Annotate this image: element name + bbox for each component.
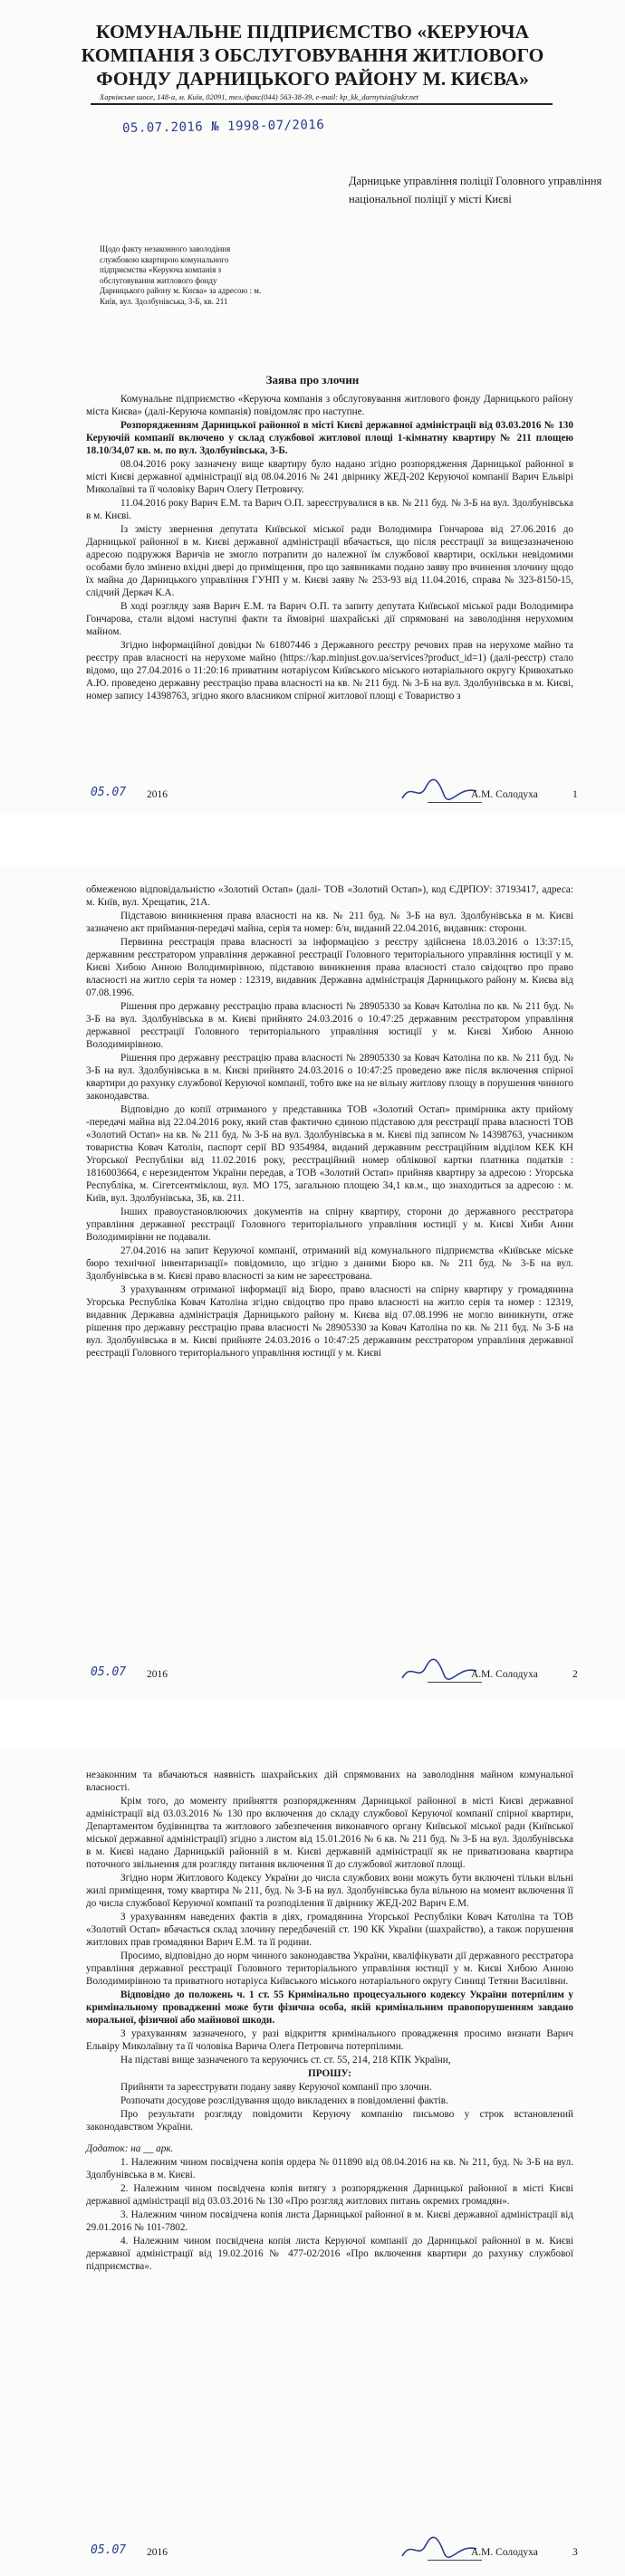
paragraph: Рішення про державну реєстрацію права власності № 28905330 за Ковач Католіна по кв. № 211 буд. № 3-Б на вул. Здолбунівська в м. Києві прийнято 24.03.2016 о 10:47:25 державним реєстратором управління державної реєстрації Головного територіального управління юстиції у м. Києві Хибою Анною Володимирівною. <box>86 1001 573 1050</box>
page-number: 1 <box>572 789 578 800</box>
paragraph: 27.04.2016 на запит Керуючої компанії, отриманий від комунального підприємства «Київське міське бюро технічної інвентаризації» повідомило, що згідно з даними Бюро кв. № 211 буд. № 3-Б на вул. Здолбунівська в м. Києві право власності за ким не зареєстрована. <box>86 1245 573 1282</box>
recipient-block: Дарницьке управління поліції Головного управління національної поліції у місті Києві <box>349 175 602 205</box>
attachment-item: 2. Належним чином посвідчена копія витягу з розпорядження Дарницької районної в місті Києві державної адміністрації від 03.03.2016 № 130 «Про розгляд житлових питань окремих громадян». <box>86 2183 573 2207</box>
paragraph: Про результати розгляду повідомити Керуючу компанію письмово у строк встановлений законодавством України. <box>86 2109 573 2132</box>
document-page-3 <box>0 1749 625 2576</box>
attachments-title: Додаток: на __ арк. <box>86 2143 174 2154</box>
signature-year: 2016 <box>147 2547 168 2558</box>
signature-line <box>428 802 482 803</box>
paragraph: Згідно норм Житлового Кодексу України до числа службових вони можуть бути включені тільки вільні жилі приміщення, тому квартира № 211, буд. № 3-Б на вул. Здолбунівська була вільною на момент включення її до числа службової Керуючої компанії та розподілення її двірнику ЖЕД-202 Варич Е.М. <box>86 1873 573 1909</box>
page-1-body <box>86 393 573 703</box>
document-page-2 <box>0 865 625 1698</box>
attachment-item: 3. Належним чином посвідчена копія листа Дарницької районної в м. Києві державної адміністрації від 29.01.2016 № 101-7802. <box>86 2209 573 2233</box>
paragraph: обмеженою відповідальністю «Золотий Остап» (далі- ТОВ «Золотий Остап»), код ЄДРПОУ: 37193417, адреса: м. Київ, вул. Хрещатик, 21А. <box>86 884 573 908</box>
page-2-body <box>86 883 573 1360</box>
attachment-item: 4. Належним чином посвідчена копія листа Керуючої компанії до Дарницької районної в м. Києві державної адміністрації від 19.02.2016 № 477-02/2016 «Про включення квартири до рахунку службової підприємства». <box>86 2236 573 2272</box>
paragraph: Із змісту звернення депутата Київської міської ради Володимира Гончарова від 27.06.2016 до Дарницької районної в м. Києві державної адміністрації вбачається, що після реєстрації за вищезазначеною адресою подружжя Варичів не змогло потрапити до належної їм службової квартири, оскільки невідомими особами було змінено вхідні двері до приміщення, про що заявниками подано заяву про вчинення злочину щодо їх майна до Дарницького управління ГУНП у м. Києві заяву № 253-93 від 11.04.2016, справа № 323-8150-15, слідчий Деркач К.А. <box>86 524 573 598</box>
handwritten-date: 05.07 <box>91 1665 127 1679</box>
subject-block: Щодо факту незаконного заволодіння службовою квартирою комунального підприємства «Керуюча компанія з обслуговування житлового фонду Дарницького району м. Києва» за адресою : м. Київ, вул. Здолбунівська, 3-Б, кв. 211 <box>100 244 262 306</box>
paragraph: Підставою виникнення права власності на кв. № 211 буд. № 3-Б на вул. Здолбунівська в м. Києві зазначено акт приймання-передачі майна, серія та номер: б/н, виданий 22.04.2016, видавник: сторони. <box>86 911 573 934</box>
signature-scrawl-icon <box>399 778 480 804</box>
signature-line <box>428 1682 482 1683</box>
signature-year: 2016 <box>147 789 168 800</box>
paragraph: Інших правоустановлюючих документів на спірну квартиру, сторони до державного реєстратора управління державної реєстрації Головного територіального управління юстиції у м. Києві Хиби Анни Володимирівни не подавали. <box>86 1207 573 1243</box>
page-2-signature-row <box>91 1665 580 1687</box>
request-heading: ПРОШУ: <box>308 2068 351 2079</box>
company-header-title: КОМУНАЛЬНЕ ПІДПРИЄМСТВО «КЕРУЮЧА КОМПАНІЯ З ОБСЛУГОВУВАННЯ ЖИТЛОВОГО ФОНДУ ДАРНИЦЬКОГО РАЙОНУ М. КИЄВА» <box>81 21 544 90</box>
page-3-body <box>86 1769 573 2274</box>
document-page-1 <box>0 0 625 815</box>
paragraph: Комунальне підприємство «Керуюча компанія з обслуговування житлового фонду Дарницького району міста Києва» (далі-Керуюча компанія) повідомляє про наступне. <box>86 394 573 417</box>
paragraph: незаконним та вбачаються наявність шахрайських дій спрямованих на заволодіння майном комунальної власності. <box>86 1770 573 1793</box>
paragraph: Відповідно до положень ч. 1 ст. 55 Кримінально процесуального кодексу України потерпілим у кримінальному провадженні може бути фізична особа, якій кримінальним правопорушенням завдано моральної, фізичної або майнової шкоди. <box>86 1989 573 2026</box>
paragraph: Просимо, відповідно до норм чинного законодавства України, кваліфікувати дії державного реєстратора управління державної реєстрації Головного територіального управління юстиції у м. Києві Хибою Анною Володимирівною та приватного нотаріуса Київського міського нотаріального округу Синиці Тетяни Василівни. <box>86 1951 573 1987</box>
paragraph: В ході розгляду заяв Варич Е.М. та Варич О.П. та запиту депутата Київської міської ради Володимира Гончарова, стали відомі наступні факти та ймовірні шахрайські дії спрямовані на заволодіння нерухомим майном. <box>86 601 573 637</box>
page-3-signature-row <box>91 2543 580 2565</box>
paragraph: Рішення про державну реєстрацію права власності № 28905330 за Ковач Католіна по кв. № 211 буд. № 3-Б на вул. Здолбунівська в м. Києві прийнято 24.03.2016 о 10:47:25 проведено вже після включення спірної квартири до рахунку службової Керуючої компанії, тобто вже на не вільну житлову площу в порушення чинного законодавства. <box>86 1053 573 1102</box>
page-number: 3 <box>572 2547 578 2558</box>
signatory-name: А.М. Солодуха <box>471 789 538 800</box>
paragraph: Відповідно до копії отриманого у представника ТОВ «Золотий Остап» примірника акту прийому -передачі майна від 22.04.2016 року, який став фактично єдиною підставою для реєстрації права власності ТОВ «Золотий Остап» на кв. № 211 буд. № 3-Б на вул. Здолбунівська в м. Києві під записом № 14398763, учасником товариства Ковач Католін, паспорт серії BD 9354984, виданий державним реєстраційним відділом КЕК КН Угорської Республіки від 11.02.2016 року, реєстраційний номер облікової картки платника податків : 1816003664, є нерезидентом України передав, а ТОВ «Золотий Остап» прийняв квартиру за адресою : Угорська Республіка, м. Сігетсентміклош, вул. МО 175, загальною площею 34,1 кв.м., що знаходиться за адресою : м. Київ, вул. Здолбунівська, 3Б, кв. 211. <box>86 1104 573 1204</box>
paragraph: З урахуванням отриманої інформації від Бюро, право власності на спірну квартиру у громадянина Угорська Республіка Ковач Католіна згідно свідоцтво про право власності на житло серія та номер : 12319, видавник Державна адміністрація Дарницького району м. Києва від 07.08.1996 не могло виникнути, отже рішення про державну реєстрацію права власності № 28905330 за Ковач Католіна по кв. № 211 буд. № 3-Б на вул. Здолбунівська в м. Києві прийняте 24.03.2016 о 10:47:25 державним реєстратором управління державної реєстрації Головного територіального управління юстиції у м. Києві <box>86 1284 573 1359</box>
paragraph: Згідно інформаційної довідки № 61807446 з Державного реєстру речових прав на нерухоме майно та реєстру прав власності на нерухоме майно (https://kap.minjust.gov.ua/services?product_id=1) (далі-реєстр) стало відомо, що 27.04.2016 о 11:20:16 приватним нотаріусом Київського міського нотаріального округу Кривохатько А.Ю. проведено державну реєстрацію права власності на кв. № 211 буд. № 3-Б на вул. Здолбунівська в м. Києві, номер запису 14398763, згідно якого власником спірної житлової площі є Товариство з <box>86 640 573 701</box>
document-heading: Заява про злочин <box>265 373 360 386</box>
paragraph: Розпорядженням Дарницької районної в місті Києві державної адміністрації від 03.03.2016 № 130 Керуючій компанії включено у склад службової житлової площі 1-кімнатну квартиру № 211 площею 18.10/34,07 кв. м. по вул. Здолбунівська, 3-Б. <box>86 420 573 456</box>
page-number: 2 <box>572 1669 578 1680</box>
attachments-list <box>86 2142 573 2273</box>
handwritten-date: 05.07 <box>91 2543 127 2557</box>
paragraph: Крім того, до моменту прийняття розпорядженням Дарницької районної в місті Києві державної адміністрації від 03.03.2016 № 130 про включення до складу службової Керуючої компанії спірної квартири, Департаментом будівництва та житлового забезпечення виконавчого органу Київської міської ради (Київської міської державної адміністрації) згідно з листом від 15.01.2016 № 6 кв. № 211 буд. № 3-Б на вул. Здолбунівська в м. Києві надано Дарницькій районній в м. Києві державній адміністрації як не приватизована квартира поточного звільнення для розгляду питання включення її до службової житлової площі. <box>86 1796 573 1870</box>
company-header-address: Харківське шосе, 148-а, м. Київ, 02091, тел./факс(044) 563-38-39, e-mail: kp_kk_darnytsia@ukr.net <box>100 92 419 101</box>
header-divider <box>91 103 553 105</box>
outgoing-number-handwritten: 05.07.2016 № 1998-07/2016 <box>121 118 325 136</box>
signature-year: 2016 <box>147 1669 168 1680</box>
paragraph: З урахуванням зазначеного, у разі відкриття кримінального провадження просимо визнати Варич Ельвіру Миколаївну та її чоловіка Варича Олега Петровича потерпілими. <box>86 2028 573 2052</box>
signature-scrawl-icon <box>399 2536 480 2562</box>
paragraph: З урахуванням наведених фактів в діях, громадянина Угорської Республіки Ковач Католіна та ТОВ «Золотий Остап» вбачається склад злочину передбаченій ст. 190 КК України (шахрайство), а також порушення житлових прав громадянки Варич Е.М. та її родини. <box>86 1912 573 1948</box>
paragraph: Розпочати досудове розслідування щодо викладених в повідомленні фактів. <box>120 2095 448 2106</box>
paragraph: 11.04.2016 року Варич Е.М. та Варич О.П. зареєструвалися в кв. № 211 буд. № 3-Б на вул. Здолбунівська в м. Києві. <box>86 498 573 521</box>
paragraph: Прийняти та зареєструвати подану заяву Керуючої компанії про злочин. <box>120 2082 432 2093</box>
attachment-item: 1. Належним чином посвідчена копія ордера № 011890 від 08.04.2016 на кв. № 211, буд. № 3-Б на вул. Здолбунівська в м. Києві. <box>86 2157 573 2180</box>
signatory-name: А.М. Солодуха <box>471 1669 538 1680</box>
paragraph: 08.04.2016 року зазначену вище квартиру було надано згідно розпорядження Дарницької районної в місті Києві державної адміністрації від 08.04.2016 № 241 двірнику ЖЕД-202 Керуючої компанії Варич Ельвірі Миколаївні та її чоловіку Варич Олегу Петровичу. <box>86 459 573 495</box>
signatory-name: А.М. Солодуха <box>471 2547 538 2558</box>
paragraph: На підставі вище зазначеного та керуючись ст. ст. 55, 214, 218 КПК України, <box>120 2055 451 2066</box>
signature-line <box>428 2560 482 2561</box>
handwritten-date: 05.07 <box>91 786 127 799</box>
paragraph: Первинна реєстрація права власності за інформацією з реєстру здійснена 18.03.2016 о 13:37:15, державним реєстратором управління державної реєстрації Головного територіального управління юстиції у м. Києві Хибою Анною Володимирівною, підставою виникнення права власності стало свідоцтво про право власності на житло серія та номер : 12319, видавник Державна адміністрація Дарницького району м. Києва від 07.08.1996. <box>86 937 573 998</box>
page-1-signature-row <box>91 786 580 807</box>
signature-scrawl-icon <box>399 1658 480 1684</box>
